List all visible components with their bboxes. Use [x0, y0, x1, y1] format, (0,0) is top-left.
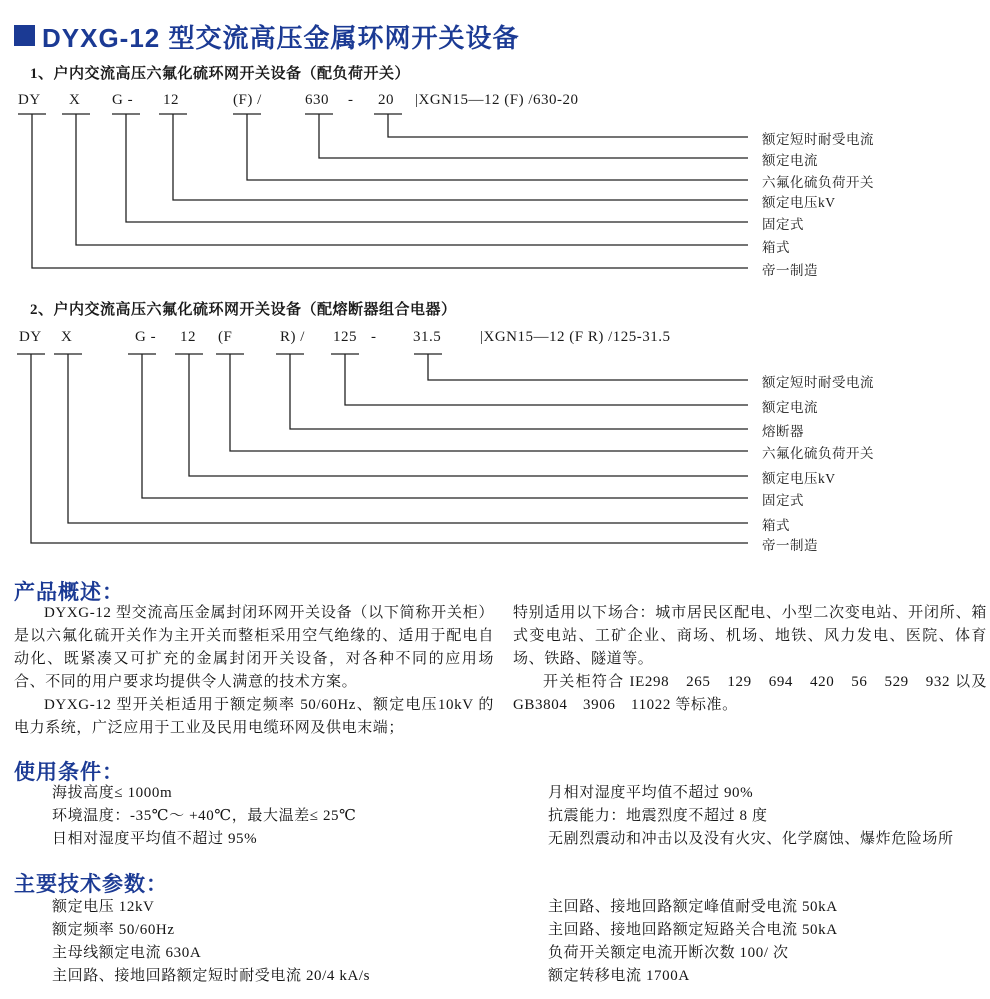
parameters-heading: 主要技术参数：: [14, 872, 168, 896]
label-sf6-switch: 六氟化硫负荷开关: [762, 446, 874, 461]
code-g: G -: [135, 329, 157, 345]
connector-r: [276, 354, 748, 429]
label-fuse: 熔断器: [762, 424, 804, 439]
label-sf6-switch: 六氟化硫负荷开关: [762, 175, 874, 190]
overview-heading: 产品概述：: [14, 580, 124, 604]
label-box-type: 箱式: [762, 518, 790, 533]
connector-31-5: [414, 354, 748, 380]
code-dash: -: [348, 92, 354, 108]
condition-item: 月相对湿度平均值不超过 90%: [548, 785, 754, 801]
code-f: (F: [218, 329, 233, 345]
overview-right-column: [513, 602, 987, 717]
code-125: 125: [333, 329, 357, 345]
label-box-type: 箱式: [762, 240, 790, 255]
label-fixed-type: 固定式: [762, 493, 804, 508]
code-r: R) /: [280, 329, 305, 345]
label-rated-current: 额定电流: [762, 400, 818, 415]
code-12: 12: [163, 92, 179, 108]
condition-item: 海拔高度≤ 1000m: [52, 785, 173, 801]
parameter-item: 主回路、接地回路额定短路关合电流 50kA: [548, 922, 838, 938]
diagram2-heading: 2、户内交流高压六氟化硫环网开关设备（配熔断器组合电器）: [30, 302, 457, 318]
diagram2: [0, 325, 990, 560]
model-reference: |XGN15—12 (F R) /125-31.5: [480, 329, 671, 345]
parameter-item: 主回路、接地回路额定峰值耐受电流 50kA: [548, 899, 838, 915]
code-f: (F) /: [233, 92, 262, 108]
parameters-right-list: [548, 896, 838, 988]
parameter-item: 额定转移电流 1700A: [548, 968, 690, 984]
label-short-time-current: 额定短时耐受电流: [762, 375, 874, 390]
page-title: DYXG-12 型交流高压金属环网开关设备: [42, 23, 520, 53]
code-31-5: 31.5: [413, 329, 442, 345]
title-square-icon: [14, 25, 35, 46]
label-manufacturer: 帝一制造: [762, 263, 818, 278]
overview-paragraph: 特别适用以下场合：城市居民区配电、小型二次变电站、开闭所、箱式变电站、工矿企业、商场、机场、地铁、风力发电、医院、体育场、铁路、隧道等。: [513, 605, 987, 667]
label-rated-voltage: 额定电压kV: [762, 195, 836, 210]
code-12: 12: [180, 329, 196, 345]
overview-left-column: [14, 602, 494, 740]
code-g: G -: [112, 92, 134, 108]
label-manufacturer: 帝一制造: [762, 538, 818, 553]
connector-dy: [17, 354, 748, 543]
label-rated-voltage: 额定电压kV: [762, 471, 836, 486]
condition-item: 无剧烈震动和冲击以及没有火灾、化学腐蚀、爆炸危险场所: [548, 831, 954, 847]
code-dy: DY: [19, 329, 42, 345]
label-fixed-type: 固定式: [762, 217, 804, 232]
label-rated-current: 额定电流: [762, 153, 818, 168]
code-x: X: [69, 92, 81, 108]
connector-g: [112, 114, 748, 222]
overview-paragraph: DYXG-12 型交流高压金属封闭环网开关设备（以下简称开关柜）是以六氟化硫开关作为主开关而整柜采用空气绝缘的、适用于配电自动化、既紧凑又可扩充的金属封闭开关设备，对各种不同的应用场合、不同的用户要求均提供令人满意的技术方案。: [14, 605, 494, 690]
model-reference: |XGN15—12 (F) /630-20: [415, 92, 579, 108]
parameter-item: 主回路、接地回路额定短时耐受电流 20/4 kA/s: [52, 968, 371, 984]
overview-paragraph: 开关柜符合 IE298 265 129 694 420 56 529 932 以及 GB3804 3906 11022 等标准。: [513, 674, 987, 713]
code-dash: -: [371, 329, 377, 345]
code-630: 630: [305, 92, 329, 108]
parameter-item: 主母线额定电流 630A: [52, 945, 202, 961]
connector-f: [233, 114, 748, 180]
code-x: X: [61, 329, 73, 345]
parameter-item: 额定电压 12kV: [52, 899, 155, 915]
parameter-item: 负荷开关额定电流开断次数 100/ 次: [548, 945, 789, 961]
connector-12: [175, 354, 748, 476]
condition-item: 抗震能力：地震烈度不超过 8 度: [548, 808, 768, 824]
connector-20: [374, 114, 748, 137]
conditions-heading: 使用条件：: [14, 760, 124, 784]
label-short-time-current: 额定短时耐受电流: [762, 132, 874, 147]
overview-paragraph: DYXG-12 型开关柜适用于额定频率 50/60Hz、额定电压10kV 的电力系统，广泛应用于工业及民用电缆环网及供电末端；: [14, 697, 494, 736]
diagram1: [0, 88, 990, 288]
conditions-right-list: [548, 782, 954, 851]
connector-630: [305, 114, 748, 158]
condition-item: 环境温度：-35℃～ +40℃，最大温差≤ 25℃: [52, 808, 357, 824]
connector-f: [216, 354, 748, 451]
conditions-left-list: [52, 782, 357, 851]
parameters-left-list: [52, 896, 370, 988]
code-20: 20: [378, 92, 394, 108]
condition-item: 日相对湿度平均值不超过 95%: [52, 831, 258, 847]
diagram1-heading: 1、户内交流高压六氟化硫环网开关设备（配负荷开关）: [30, 66, 411, 82]
parameter-item: 额定频率 50/60Hz: [52, 922, 175, 938]
code-dy: DY: [18, 92, 41, 108]
